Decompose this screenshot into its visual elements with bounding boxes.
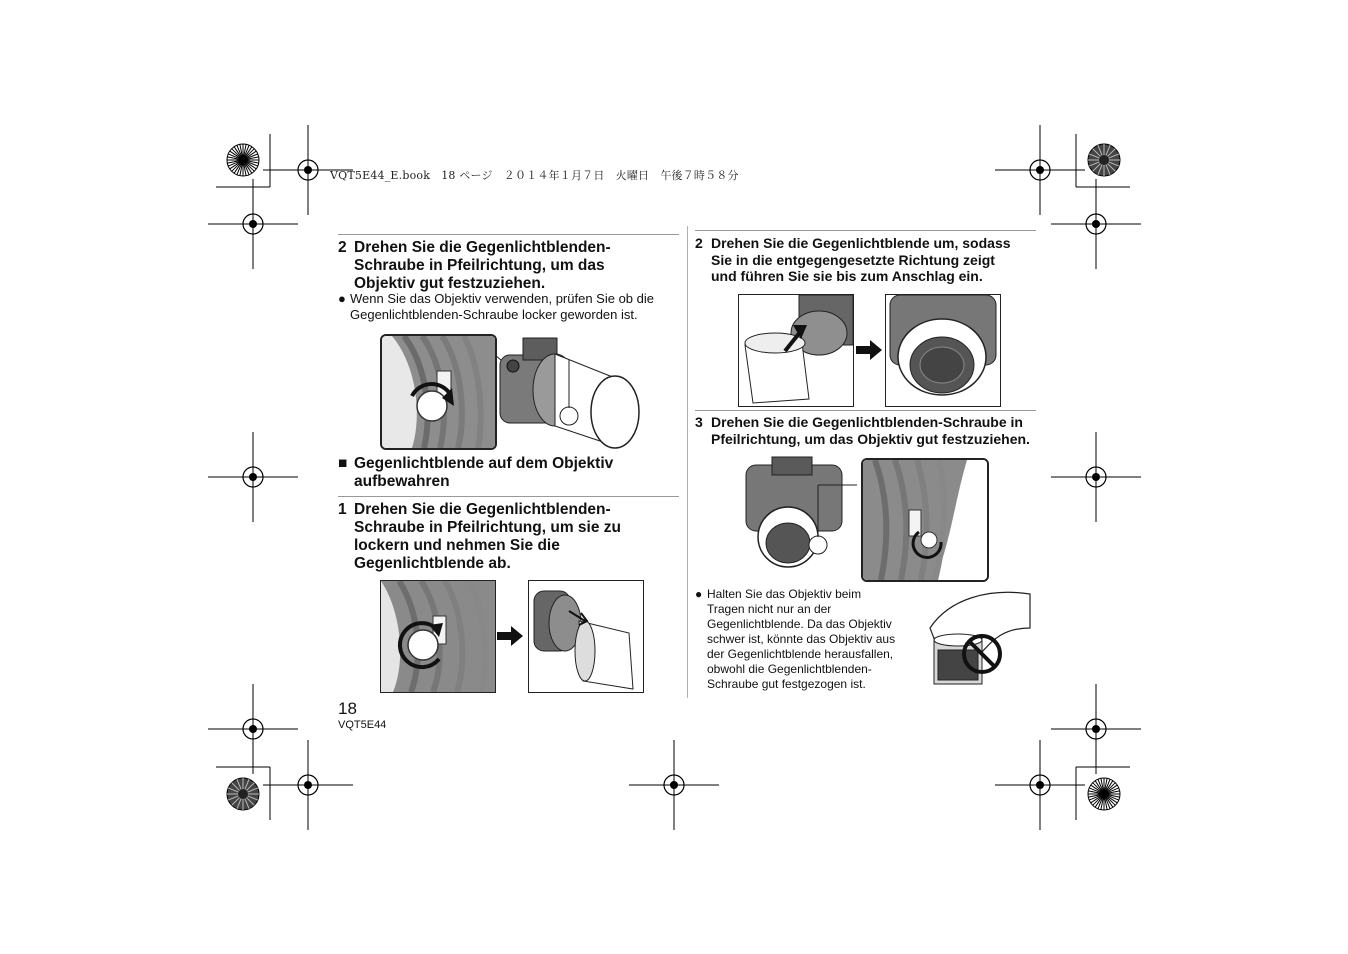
hood-screw-loosen-icon bbox=[381, 581, 495, 692]
step-number: 2 bbox=[338, 239, 347, 256]
step-divider bbox=[338, 496, 679, 497]
hood-removal-illustration bbox=[528, 580, 644, 693]
left-note-1 bbox=[338, 291, 683, 325]
left-step-1 bbox=[338, 501, 678, 575]
hood-reverse-attach-illustration bbox=[738, 294, 854, 407]
hood-reversed-illustration bbox=[885, 294, 1001, 407]
hood-reversed-camera-icon bbox=[886, 295, 1000, 406]
step-number: 1 bbox=[338, 501, 347, 518]
step-number: 3 bbox=[695, 414, 703, 430]
camera-with-lens-hood-screw-icon bbox=[495, 330, 645, 450]
step-divider bbox=[695, 230, 1036, 231]
column-divider bbox=[687, 226, 688, 698]
left-step-2 bbox=[338, 239, 678, 295]
right-arrow-icon bbox=[497, 626, 525, 646]
hood-removal-icon bbox=[529, 581, 643, 692]
right-note bbox=[695, 587, 920, 697]
right-arrow-icon bbox=[856, 340, 884, 360]
hood-reverse-attach-icon bbox=[739, 295, 853, 406]
camera-reversed-hood-screw-icon bbox=[742, 455, 857, 570]
hood-screw-tighten-zoom-illustration bbox=[861, 458, 989, 582]
do-not-carry-by-hood-icon bbox=[920, 588, 1035, 698]
section-square-icon: ■ bbox=[338, 455, 348, 472]
model-code: VQT5E44 bbox=[338, 719, 387, 731]
hood-screw-zoom-illustration bbox=[380, 334, 497, 450]
note-text: Halten Sie das Objektiv beim Tragen nicht nur an der Gegenlichtblende. Da das Objektiv schwer ist, könnte das Objektiv aus der Gegenlichtblende herausfallen, obwohl die Gegenlichtblenden- Schraube gut festgezogen ist. bbox=[707, 587, 896, 691]
right-step-2 bbox=[695, 235, 1040, 287]
hood-screw-tighten-icon bbox=[382, 336, 495, 448]
section-title: Gegenlichtblende auf dem Objektiv aufbewahren bbox=[354, 455, 614, 490]
step-text: Drehen Sie die Gegenlichtblende um, sodass Sie in die entgegengesetzte Richtung zeigt und führen Sie sie bis zum Anschlag ein. bbox=[711, 235, 1011, 284]
bullet-icon: ● bbox=[338, 291, 346, 306]
hood-screw-tighten-icon bbox=[863, 460, 987, 580]
hood-screw-loosen-illustration bbox=[380, 580, 496, 693]
note-text: Wenn Sie das Objektiv verwenden, prüfen Sie ob die Gegenlichtblenden-Schraube locker geworden ist. bbox=[350, 291, 654, 322]
step-number: 2 bbox=[695, 235, 703, 251]
step-divider bbox=[338, 234, 679, 235]
section-heading bbox=[338, 455, 678, 493]
bullet-icon: ● bbox=[695, 587, 703, 601]
step-divider bbox=[695, 410, 1036, 411]
right-step-3 bbox=[695, 414, 1040, 450]
print-header-line: VQT5E44_E.book 18 ページ ２０１４年１月７日 火曜日 午後７時５８分 bbox=[330, 169, 739, 182]
page-number: 18 bbox=[338, 699, 357, 718]
step-text: Drehen Sie die Gegenlichtblenden- Schraube in Pfeilrichtung, um sie zu lockern und nehmen Sie die Gegenlichtblende ab. bbox=[354, 501, 621, 572]
step-text: Drehen Sie die Gegenlichtblenden- Schraube in Pfeilrichtung, um das Objektiv gut festzuziehen. bbox=[354, 239, 611, 292]
step-text: Drehen Sie die Gegenlichtblenden-Schraube in Pfeilrichtung, um das Objektiv gut festzuziehen. bbox=[711, 414, 1030, 447]
